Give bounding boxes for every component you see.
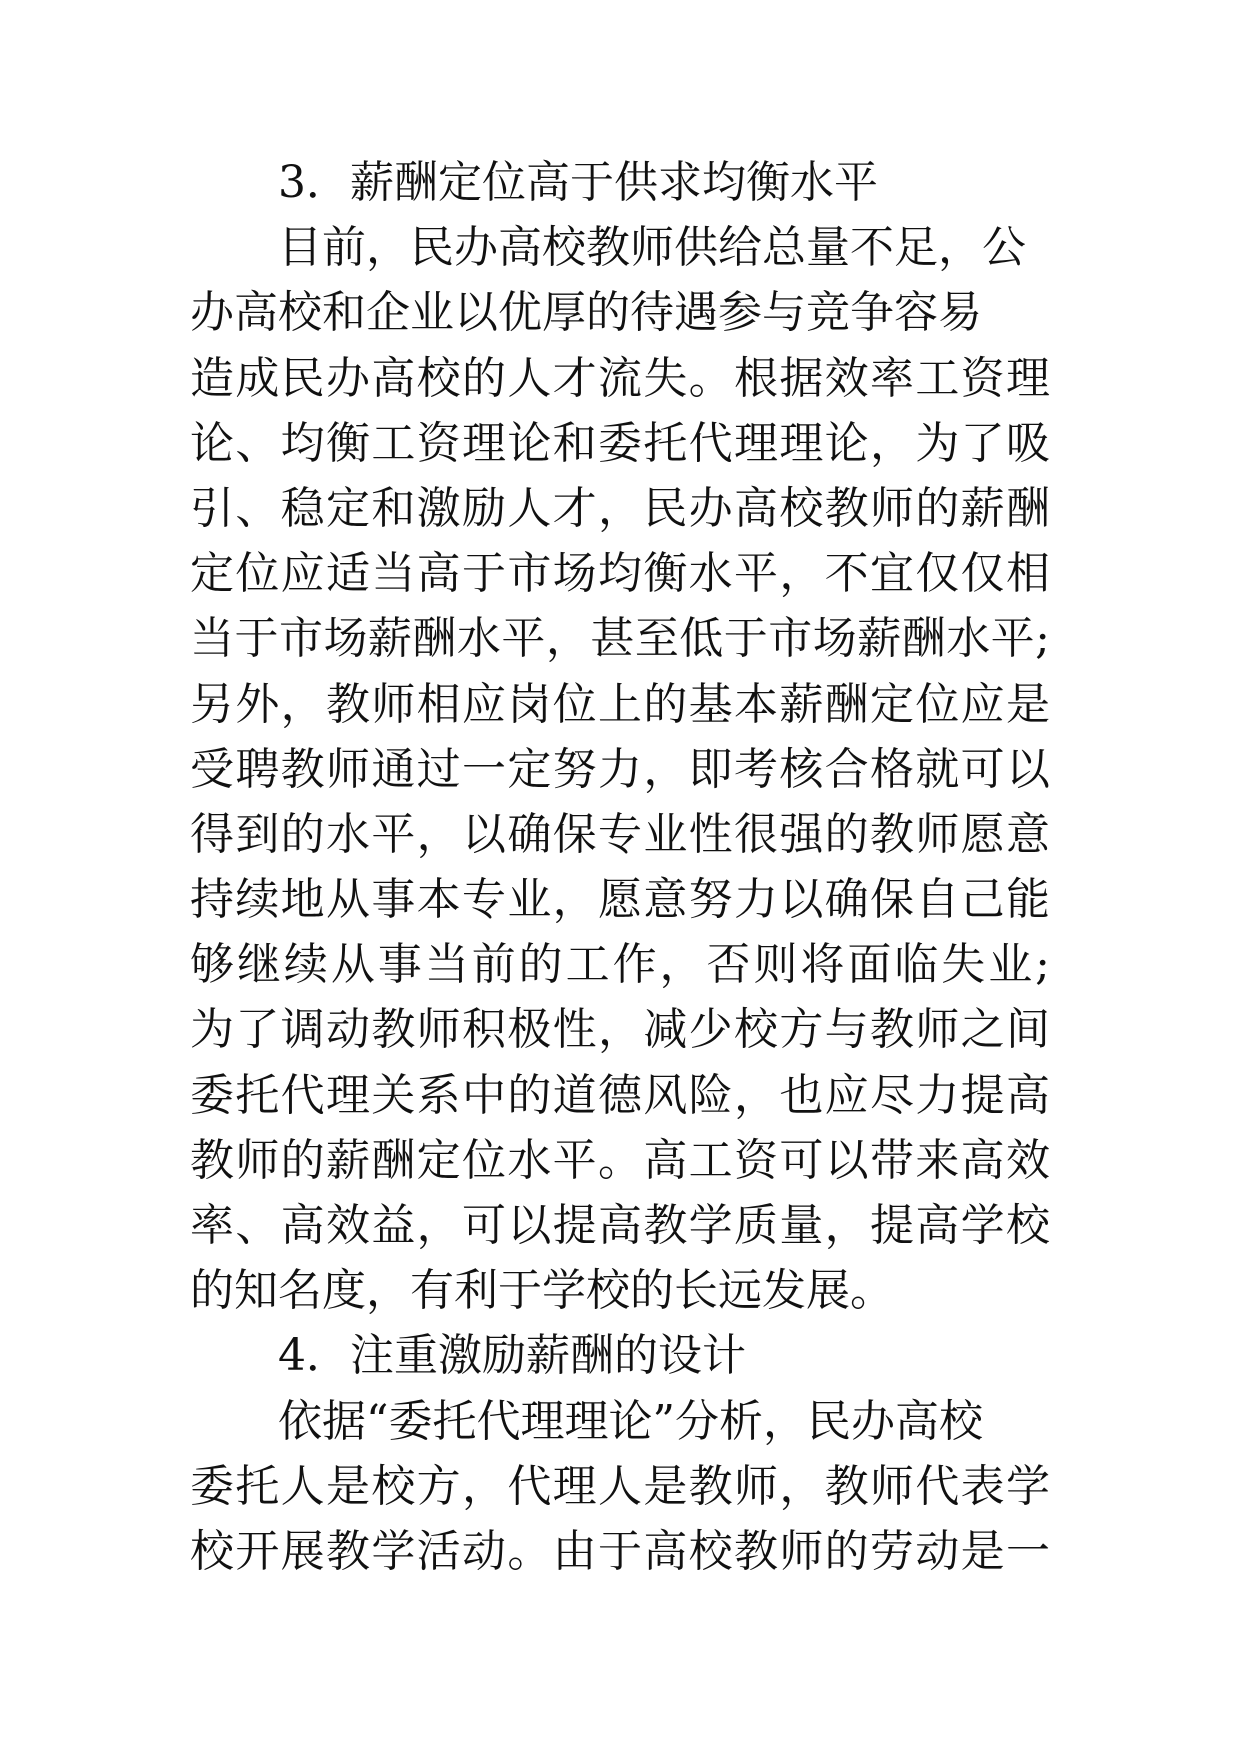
paragraph-line: 校开展教学活动。由于高校教师的劳动是一 — [190, 1525, 1050, 1577]
paragraph-line: 持续地从事本专业，愿意努力以确保自己能 — [190, 874, 1050, 926]
paragraph-line: 定位应适当高于市场均衡水平，不宜仅仅相 — [190, 548, 1050, 600]
body-text — [190, 150, 1050, 1584]
section-heading-3: 3．薪酬定位高于供求均衡水平 — [278, 157, 878, 208]
paragraph-line: 为了调动教师积极性，减少校方与教师之间 — [190, 1004, 1050, 1056]
paragraph-line: 受聘教师通过一定努力，即考核合格就可以 — [190, 743, 1050, 795]
paragraph-line: 目前，民办高校教师供给总量不足，公 — [278, 222, 1026, 274]
paragraph-line: 委托代理关系中的道德风险，也应尽力提高 — [190, 1069, 1050, 1121]
section-heading-4: 4．注重激励薪酬的设计 — [278, 1330, 746, 1382]
paragraph-line: 委托人是校方，代理人是教师，教师代表学 — [190, 1460, 1050, 1512]
paragraph-line: 办高校和企业以优厚的待遇参与竞争容易 — [190, 287, 982, 339]
paragraph-line: 够继续从事当前的工作，否则将面临失业; — [190, 939, 1050, 991]
paragraph-line: 另外，教师相应岗位上的基本薪酬定位应是 — [190, 678, 1050, 730]
paragraph-line: 引、稳定和激励人才，民办高校教师的薪酬 — [190, 482, 1050, 534]
paragraph-line: 教师的薪酬定位水平。高工资可以带来高效 — [190, 1134, 1050, 1186]
paragraph-line: 论、均衡工资理论和委托代理理论，为了吸 — [190, 417, 1050, 469]
paragraph-line: 依据“委托代理理论”分析，民办高校 — [278, 1395, 983, 1447]
paragraph-line: 得到的水平，以确保专业性很强的教师愿意 — [190, 808, 1050, 860]
paragraph-line: 率、高效益，可以提高教学质量，提高学校 — [190, 1200, 1050, 1251]
paragraph-line: 的知名度，有利于学校的长远发展。 — [190, 1265, 894, 1317]
paragraph-line: 造成民办高校的人才流失。根据效率工资理 — [190, 352, 1050, 404]
paragraph-line: 当于市场薪酬水平，甚至低于市场薪酬水平; — [190, 613, 1050, 665]
